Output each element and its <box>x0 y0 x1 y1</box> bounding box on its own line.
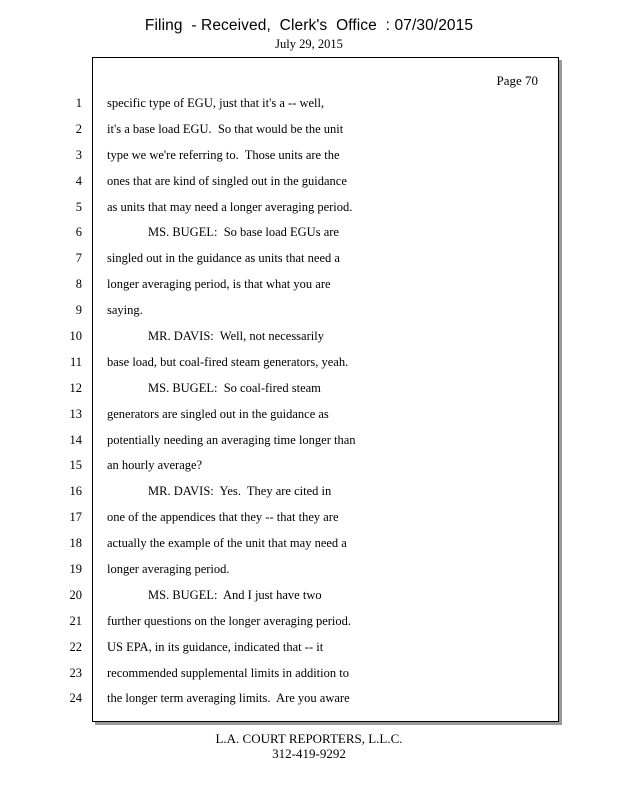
reporter-company: L.A. COURT REPORTERS, L.L.C. <box>215 731 403 746</box>
transcript-line: recommended supplemental limits in addition to <box>107 665 349 680</box>
transcript-line: longer averaging period. <box>107 562 230 577</box>
line-number: 9 <box>75 303 82 318</box>
transcript-line: US EPA, in its guidance, indicated that -- it <box>107 639 324 654</box>
line-number: 5 <box>75 199 82 214</box>
page-number: Page 70 <box>496 73 538 88</box>
line-number: 7 <box>75 251 82 266</box>
transcript-line: MS. BUGEL: So coal-fired steam <box>148 380 321 395</box>
line-number: 14 <box>69 432 82 447</box>
footer <box>0 731 618 761</box>
line-number: 10 <box>69 329 82 344</box>
transcript-line: actually the example of the unit that may need a <box>107 536 347 551</box>
line-number: 15 <box>69 458 82 473</box>
transcript-date: July 29, 2015 <box>275 37 343 51</box>
transcript-line: singled out in the guidance as units that need a <box>107 251 340 266</box>
line-number: 19 <box>69 562 82 577</box>
transcript-line: MR. DAVIS: Yes. They are cited in <box>148 484 332 499</box>
transcript-line: potentially needing an averaging time longer than <box>107 432 356 447</box>
line-number: 13 <box>69 406 82 421</box>
line-number: 4 <box>75 173 82 188</box>
line-number: 3 <box>75 147 82 162</box>
transcript-line: generators are singled out in the guidance as <box>107 406 329 421</box>
transcript-line: MR. DAVIS: Well, not necessarily <box>148 329 324 344</box>
line-number: 21 <box>69 613 82 628</box>
transcript-text <box>107 93 547 714</box>
line-number: 16 <box>69 484 82 499</box>
line-number: 24 <box>69 691 82 706</box>
line-number: 2 <box>75 121 82 136</box>
transcript-line: base load, but coal-fired steam generators, yeah. <box>107 354 349 369</box>
line-number: 8 <box>75 277 82 292</box>
line-number: 1 <box>75 96 82 110</box>
transcript-line: it's a base load EGU. So that would be the unit <box>107 121 344 136</box>
line-number: 22 <box>69 639 82 654</box>
line-number: 23 <box>69 665 82 680</box>
line-number: 12 <box>69 380 82 395</box>
transcript-line: ones that are kind of singled out in the guidance <box>107 173 347 188</box>
line-number: 11 <box>69 354 82 369</box>
line-number-column <box>58 93 82 714</box>
transcript-line: type we we're referring to. Those units are the <box>107 147 340 162</box>
reporter-phone: 312-419-9292 <box>272 746 346 761</box>
transcript-line: as units that may need a longer averaging period. <box>107 199 353 214</box>
transcript-line: longer averaging period, is that what you are <box>107 277 331 292</box>
transcript-line: the longer term averaging limits. Are you aware <box>107 691 350 706</box>
transcript-line: MS. BUGEL: And I just have two <box>148 587 322 602</box>
line-number: 20 <box>69 587 82 602</box>
transcript-line: specific type of EGU, just that it's a -- well, <box>107 96 325 110</box>
line-number: 17 <box>69 510 82 525</box>
transcript-line: further questions on the longer averaging period. <box>107 613 352 628</box>
transcript-line: MS. BUGEL: So base load EGUs are <box>148 225 339 240</box>
line-number: 18 <box>69 536 82 551</box>
transcript-line: saying. <box>107 303 143 318</box>
transcript-line: one of the appendices that they -- that they are <box>107 510 339 525</box>
line-number: 6 <box>75 225 82 240</box>
transcript-line: an hourly average? <box>107 458 203 473</box>
filing-stamp: Filing - Received, Clerk's Office : 07/30/2015 <box>144 17 474 34</box>
